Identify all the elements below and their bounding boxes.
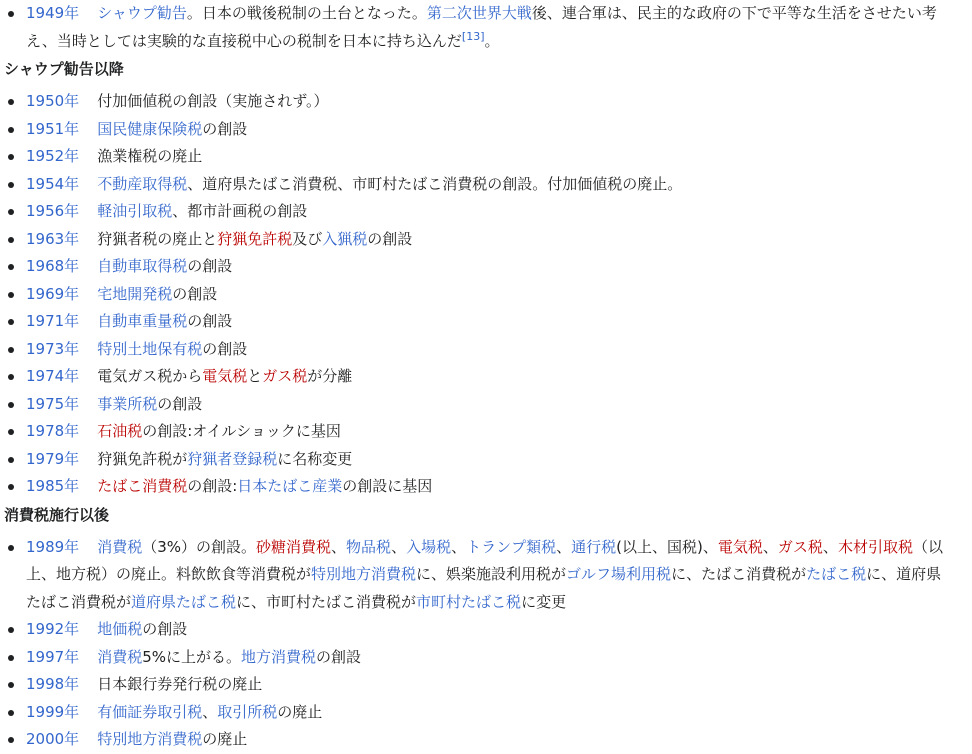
timeline-item — [26, 308, 944, 336]
timeline-item — [26, 143, 944, 171]
year-link[interactable]: 1969年 — [26, 284, 80, 303]
item-text: の創設 — [202, 119, 248, 138]
timeline-item — [26, 336, 944, 364]
year-link[interactable]: 1950年 — [26, 92, 80, 110]
item-text: 、 — [762, 537, 778, 556]
timeline-item — [26, 726, 944, 754]
article-link[interactable]: 通行税 — [571, 537, 617, 556]
citation-reference[interactable]: [13] — [461, 29, 485, 43]
item-text: が分離 — [307, 367, 353, 385]
timeline-item — [26, 671, 944, 699]
timeline-list-consumption-tax — [4, 534, 944, 754]
article-link[interactable]: 市町村たばこ税 — [416, 592, 522, 611]
missing-article-link[interactable]: ガス税 — [777, 537, 823, 556]
item-text: の創設 — [316, 647, 362, 666]
item-text: 付加価値税の創設（実施されず。） — [97, 92, 329, 110]
item-text: 、 — [556, 537, 572, 556]
item-text: の創設 — [367, 229, 413, 248]
item-text: 、 — [451, 537, 467, 556]
item-text: 漁業権税の廃止 — [97, 147, 203, 165]
item-text: の廃止 — [277, 702, 323, 721]
year-link[interactable]: 1973年 — [26, 339, 80, 358]
year-link[interactable]: 1975年 — [26, 394, 80, 413]
item-text: 電気ガス税から — [97, 367, 203, 385]
article-link[interactable]: 有価証券取引税 — [97, 702, 203, 721]
article-link[interactable]: 取引所税 — [217, 702, 278, 721]
item-text: 5%に上がる。 — [142, 647, 242, 666]
year-link[interactable]: 1971年 — [26, 312, 80, 330]
item-text: 日本銀行券発行税の廃止 — [97, 675, 263, 693]
timeline-item — [26, 616, 944, 644]
year-link[interactable]: 1974年 — [26, 367, 80, 385]
article-link[interactable]: 消費税 — [97, 647, 143, 666]
item-text: （3%）の創設。 — [142, 537, 257, 556]
article-link[interactable]: 自動車重量税 — [97, 312, 188, 330]
article-link[interactable]: 事業所税 — [97, 394, 158, 413]
article-link[interactable]: 地価税 — [97, 620, 143, 638]
item-text: と — [247, 367, 263, 385]
article-link[interactable]: 物品税 — [346, 537, 392, 556]
timeline-item — [26, 446, 944, 474]
timeline-item — [26, 198, 944, 226]
item-text: の創設:オイルショックに基因 — [142, 422, 341, 440]
article-link[interactable]: 特別地方消費税 — [97, 730, 203, 748]
item-text: 、 — [202, 702, 218, 721]
missing-article-link[interactable]: たばこ消費税 — [97, 477, 188, 495]
timeline-item — [26, 116, 944, 144]
year-link[interactable]: 1999年 — [26, 702, 80, 721]
timeline-item — [26, 363, 944, 391]
item-text: の創設 — [187, 312, 233, 330]
missing-article-link[interactable]: 狩猟免許税 — [217, 229, 293, 248]
timeline-item — [26, 226, 944, 254]
item-text: (以上、国税)、 — [616, 537, 718, 556]
item-text: に変更 — [521, 592, 567, 611]
item-text: に、市町村たばこ消費税が — [236, 592, 417, 611]
timeline-item — [26, 418, 944, 446]
timeline-item — [26, 534, 944, 617]
article-link[interactable]: 地方消費税 — [241, 647, 317, 666]
article-link[interactable]: 日本たばこ産業 — [237, 477, 343, 495]
article-link[interactable]: 国民健康保険税 — [97, 119, 203, 138]
timeline-item — [26, 699, 944, 727]
section-heading-after-shoup: シャウプ勧告以降 — [4, 60, 124, 78]
year-link[interactable]: 1954年 — [26, 174, 80, 193]
article-link[interactable]: 特別土地保有税 — [97, 339, 203, 358]
item-text: 、 — [391, 537, 407, 556]
timeline-item — [26, 391, 944, 419]
article-link[interactable]: 軽油引取税 — [97, 202, 173, 220]
item-text: 、 — [822, 537, 838, 556]
year-link[interactable]: 1978年 — [26, 422, 80, 440]
article-link[interactable]: 宅地開発税 — [97, 284, 173, 303]
item-text: 狩猟者税の廃止と — [97, 229, 218, 248]
article-link[interactable]: 第二次世界大戦 — [426, 4, 532, 22]
item-text: 、道府県たばこ消費税、市町村たばこ消費税の創設。付加価値税の廃止。 — [187, 174, 683, 193]
item-text: 狩猟免許税が — [97, 449, 188, 468]
timeline-item — [26, 0, 944, 55]
timeline-item — [26, 88, 944, 116]
item-text: の創設 — [202, 339, 248, 358]
article-link[interactable]: 道府県たばこ税 — [131, 592, 237, 611]
item-text: 、都市計画税の創設 — [172, 202, 308, 220]
article-link[interactable]: 入場税 — [406, 537, 452, 556]
item-text: の創設 — [157, 394, 203, 413]
item-text: の創設 — [142, 620, 188, 638]
missing-article-link[interactable]: 電気税 — [717, 537, 763, 556]
item-text: の創設に基因 — [342, 477, 433, 495]
year-link[interactable]: 1952年 — [26, 147, 80, 165]
item-text: 及び — [292, 229, 323, 248]
article-link[interactable]: 不動産取得税 — [97, 174, 188, 193]
item-text: （以上、地方税）の廃止。料飲飲食等消費税が — [26, 537, 943, 583]
article-link[interactable]: 入猟税 — [322, 229, 368, 248]
year-link[interactable]: 1985年 — [26, 477, 80, 495]
item-text: の創設 — [172, 284, 218, 303]
item-text: に、娯楽施設利用税が — [416, 565, 567, 583]
missing-article-link[interactable]: 電気税 — [202, 367, 248, 385]
year-link[interactable]: 1997年 — [26, 647, 80, 666]
timeline-item — [26, 281, 944, 309]
item-text: の創設: — [187, 477, 238, 495]
item-text: 後、連合軍は、民主的な政府の下で平等な生活をさせたい考え、当時としては実験的な直接税中心の税制を日本に持ち込んだ — [26, 4, 937, 50]
item-text: に、道府県たばこ消費税が — [26, 565, 942, 611]
year-link[interactable]: 1992年 — [26, 620, 80, 638]
year-link[interactable]: 1998年 — [26, 675, 80, 693]
year-link[interactable]: 1956年 — [26, 202, 80, 220]
timeline-item — [26, 644, 944, 672]
year-link[interactable]: 1963年 — [26, 229, 80, 248]
item-text: に名称変更 — [277, 449, 353, 468]
year-link[interactable]: 1989年 — [26, 537, 80, 556]
article-link[interactable]: 消費税 — [97, 537, 143, 556]
year-link[interactable]: 2000年 — [26, 730, 80, 748]
article-link[interactable]: トランプ類税 — [466, 537, 557, 556]
article-link[interactable]: たばこ税 — [806, 565, 867, 583]
article-link[interactable]: シャウプ勧告 — [97, 4, 187, 22]
timeline-list-top — [4, 0, 944, 55]
year-link[interactable]: 1968年 — [26, 257, 80, 275]
item-text: に、たばこ消費税が — [671, 565, 807, 583]
timeline-item — [26, 171, 944, 199]
section-heading-consumption-tax: 消費税施行以後 — [4, 505, 110, 524]
year-link[interactable]: 1951年 — [26, 119, 80, 138]
article-link[interactable]: 特別地方消費税 — [311, 565, 417, 583]
timeline-item — [26, 253, 944, 281]
missing-article-link[interactable]: 砂糖消費税 — [256, 537, 332, 556]
timeline-list-after-shoup — [4, 88, 944, 501]
timeline-item — [26, 473, 944, 501]
item-text: 、 — [331, 537, 347, 556]
article-link[interactable]: 狩猟者登録税 — [187, 449, 278, 468]
article-link[interactable]: 自動車取得税 — [97, 257, 188, 275]
year-link[interactable]: 1979年 — [26, 449, 80, 468]
item-text: の廃止 — [202, 730, 248, 748]
item-text: 。日本の戦後税制の土台となった。 — [186, 4, 427, 22]
item-text: 。 — [484, 31, 500, 50]
missing-article-link[interactable]: ガス税 — [262, 367, 308, 385]
missing-article-link[interactable]: 木材引取税 — [837, 537, 913, 556]
item-text: の創設 — [187, 257, 233, 275]
article-link[interactable]: ゴルフ場利用税 — [566, 565, 672, 583]
year-link[interactable]: 1949年 — [26, 4, 80, 22]
missing-article-link[interactable]: 石油税 — [97, 422, 143, 440]
